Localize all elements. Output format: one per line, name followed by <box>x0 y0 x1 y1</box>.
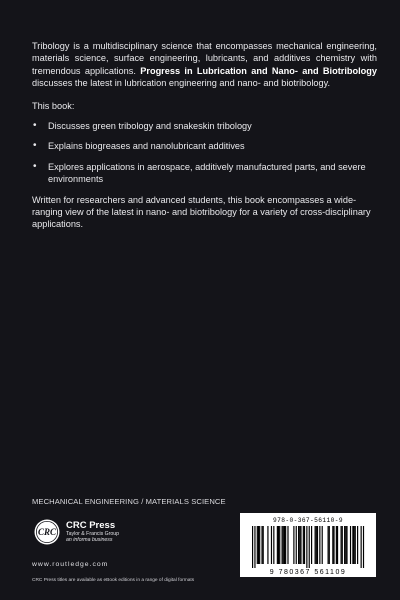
barcode-bar <box>282 526 283 564</box>
barcode-bar <box>329 526 330 564</box>
subject-category: MECHANICAL ENGINEERING / MATERIALS SCIENCE <box>32 497 226 506</box>
barcode-graphic <box>244 526 372 576</box>
back-cover-description <box>32 40 377 231</box>
barcode-bar <box>311 526 312 564</box>
barcode-bar <box>261 526 262 564</box>
bullet-icon: • <box>33 140 37 152</box>
barcode-bar <box>273 526 274 564</box>
intro-paragraph <box>32 40 377 90</box>
barcode-bar <box>363 526 364 568</box>
bullet-icon: • <box>33 160 37 172</box>
barcode-bar <box>252 526 253 568</box>
barcode-bar <box>293 526 294 564</box>
barcode-bar <box>345 526 346 564</box>
barcode-bar <box>296 526 297 564</box>
barcode-bar <box>355 526 356 564</box>
barcode-bar <box>278 526 279 564</box>
barcode-bar <box>283 526 284 564</box>
intro-text-end: discusses the latest in lubrication engineering and nano- and biotribology. <box>32 78 331 89</box>
barcode-bar <box>353 526 354 564</box>
barcode-bar <box>344 526 345 564</box>
barcode-bar <box>309 526 310 568</box>
barcode-bar <box>257 526 258 564</box>
barcode-bar <box>258 526 259 564</box>
barcode-bar <box>337 526 338 564</box>
barcode-bar <box>352 526 353 564</box>
barcode-bar <box>277 526 278 564</box>
book-title-bold: Progress in Lubrication and Nano- and Biotribology <box>140 65 377 76</box>
isbn-barcode <box>240 513 376 577</box>
crc-logo-text: CRC <box>37 527 57 537</box>
barcode-bar <box>350 526 351 564</box>
barcode-bar <box>285 526 286 564</box>
feature-list-item <box>32 161 377 186</box>
feature-list-item <box>32 120 377 132</box>
barcode-bar <box>271 526 272 564</box>
closing-paragraph: Written for researchers and advanced students, this book encompasses a wide-ranging view of the latest in nano- and biotribology for a variety of cross-disciplinary applications. <box>32 194 371 230</box>
barcode-bar <box>317 526 318 564</box>
feature-list-item <box>32 140 377 152</box>
barcode-bar <box>298 526 299 564</box>
barcode-bar <box>267 526 268 564</box>
barcode-bar <box>263 526 264 564</box>
barcode-bar <box>328 526 329 564</box>
publisher-url: www.routledge.com <box>32 561 109 568</box>
barcode-bar <box>299 526 300 564</box>
barcode-bar <box>346 526 347 564</box>
isbn-digits: 9 780367 561109 <box>269 569 347 576</box>
barcode-bar <box>333 526 334 564</box>
crc-logo-icon <box>34 519 60 545</box>
feature-list <box>32 120 377 186</box>
bullets-lead: This book: <box>32 100 75 111</box>
publisher-text <box>66 521 119 544</box>
barcode-bar <box>361 526 362 568</box>
barcode-bar <box>316 526 317 564</box>
feature-text: Discusses green tribology and snakeskin tribology <box>48 121 252 132</box>
feature-text: Explores applications in aerospace, additively manufactured parts, and severe environments <box>48 161 366 185</box>
barcode-bar <box>319 526 320 564</box>
publisher-name: CRC Press <box>66 520 116 531</box>
publisher-parent: an informa business <box>66 537 113 544</box>
barcode-bar <box>332 526 333 564</box>
isbn-number: 978-0-367-56110-9 <box>273 517 343 524</box>
barcode-bars <box>252 526 364 568</box>
ebook-note: CRC Press titles are available as eBook editions in a range of digital formats <box>32 578 195 583</box>
barcode-bar <box>342 526 343 564</box>
intro-text-start: Tribology is a multidisciplinary science that encompasses mechanical engineering, materials science, surface engineering, lubricants, and additives chemistry with tremendous applications. <box>32 41 377 76</box>
barcode-bar <box>306 526 307 568</box>
barcode-bar <box>300 526 301 564</box>
barcode-bar <box>259 526 260 564</box>
barcode-bar <box>357 526 358 564</box>
barcode-bar <box>279 526 280 564</box>
barcode-bar <box>315 526 316 564</box>
feature-text: Explains biogreases and nanolubricant additives <box>48 141 245 152</box>
barcode-bar <box>322 526 323 564</box>
bullet-icon: • <box>33 120 37 132</box>
barcode-bar <box>284 526 285 564</box>
barcode-bar <box>336 526 337 564</box>
barcode-bar <box>341 526 342 564</box>
barcode-bar <box>254 526 255 568</box>
publisher-group: Taylor & Francis Group <box>66 531 120 537</box>
barcode-bar <box>303 526 304 564</box>
barcode-bar <box>287 526 288 564</box>
publisher-block <box>32 519 222 559</box>
barcode-bar <box>304 526 305 564</box>
